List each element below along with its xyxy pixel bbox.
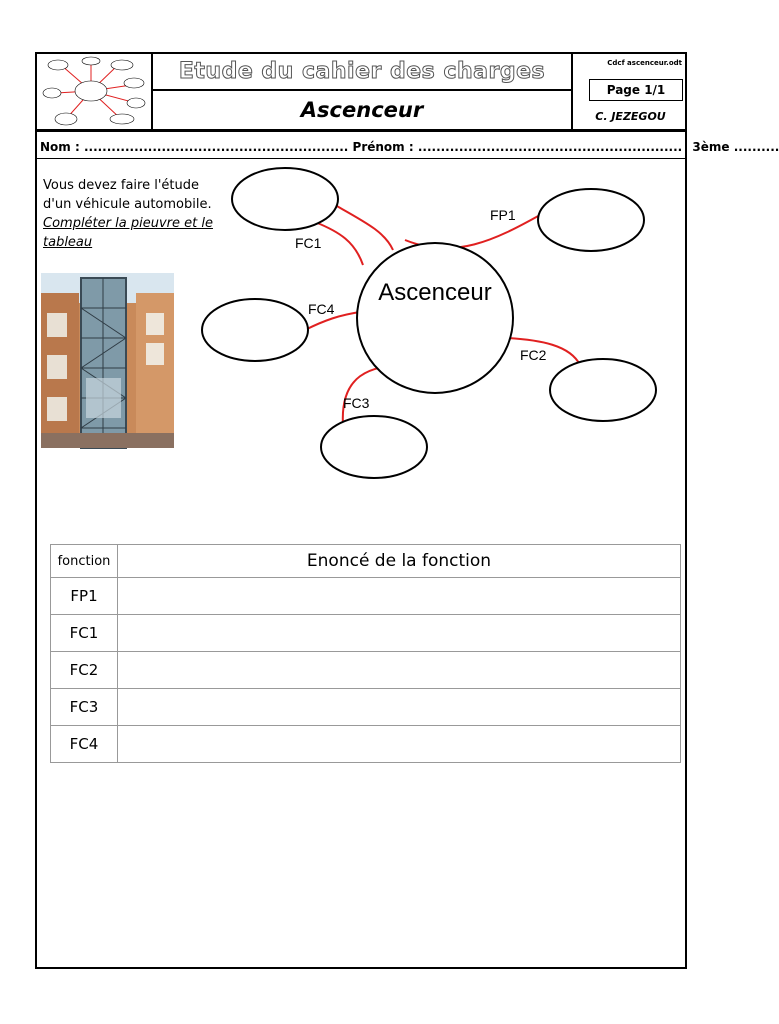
student-line-divider xyxy=(35,158,687,159)
label-fp1: FP1 xyxy=(490,207,516,223)
logo-cell xyxy=(35,52,152,130)
row-answer-cell[interactable] xyxy=(118,615,681,652)
link-fc1-a xyxy=(335,205,393,250)
function-table xyxy=(50,544,681,763)
table-row xyxy=(51,726,681,763)
node-fc2 xyxy=(550,359,656,421)
node-center xyxy=(357,243,513,393)
table-row xyxy=(51,615,681,652)
node-fc4 xyxy=(202,299,308,361)
instruction-text: Vous devez faire l'étude d'un véhicule automobile. xyxy=(43,178,212,212)
row-label: FC1 xyxy=(51,615,118,652)
header-fonction: fonction xyxy=(51,545,118,578)
file-name: Cdcf ascenceur.odt xyxy=(607,59,682,67)
label-fc1: FC1 xyxy=(295,235,322,251)
node-top-left xyxy=(232,168,338,230)
instruction-task: Compléter la pieuvre et le tableau xyxy=(43,216,213,250)
table-header-row xyxy=(51,545,681,578)
header xyxy=(35,52,687,130)
title-cell xyxy=(152,52,572,90)
row-label: FC3 xyxy=(51,689,118,726)
page-number: Page 1/1 xyxy=(589,79,683,101)
label-fc4: FC4 xyxy=(308,301,335,317)
node-fp1 xyxy=(538,189,644,251)
prenom-field: Prénom : .......................................................... xyxy=(352,140,683,154)
label-fc3: FC3 xyxy=(343,395,370,411)
info-cell xyxy=(572,52,687,130)
student-line xyxy=(40,140,779,154)
document-subject: Ascenceur xyxy=(300,98,424,122)
table-row xyxy=(51,689,681,726)
row-answer-cell[interactable] xyxy=(118,726,681,763)
elevator-photo xyxy=(41,273,174,448)
row-answer-cell[interactable] xyxy=(118,652,681,689)
subject-cell xyxy=(152,90,572,130)
row-answer-cell[interactable] xyxy=(118,578,681,615)
header-divider xyxy=(35,130,687,132)
classe-field: 3ème .......... xyxy=(692,140,779,154)
center-label: Ascenceur xyxy=(378,279,492,306)
row-label: FC4 xyxy=(51,726,118,763)
author: C. JEZEGOU xyxy=(595,110,666,123)
link-fc1-b xyxy=(315,222,363,265)
row-answer-cell[interactable] xyxy=(118,689,681,726)
row-label: FC2 xyxy=(51,652,118,689)
header-enonce: Enoncé de la fonction xyxy=(118,545,681,578)
label-fc2: FC2 xyxy=(520,347,547,363)
node-fc3 xyxy=(321,416,427,478)
row-label: FP1 xyxy=(51,578,118,615)
table-row xyxy=(51,652,681,689)
octopus-diagram xyxy=(195,160,665,490)
table-row xyxy=(51,578,681,615)
document-title: Etude du cahier des charges xyxy=(178,58,546,84)
nom-field: Nom : .......................................................... xyxy=(40,140,349,154)
mini-octopus-logo xyxy=(36,53,151,129)
